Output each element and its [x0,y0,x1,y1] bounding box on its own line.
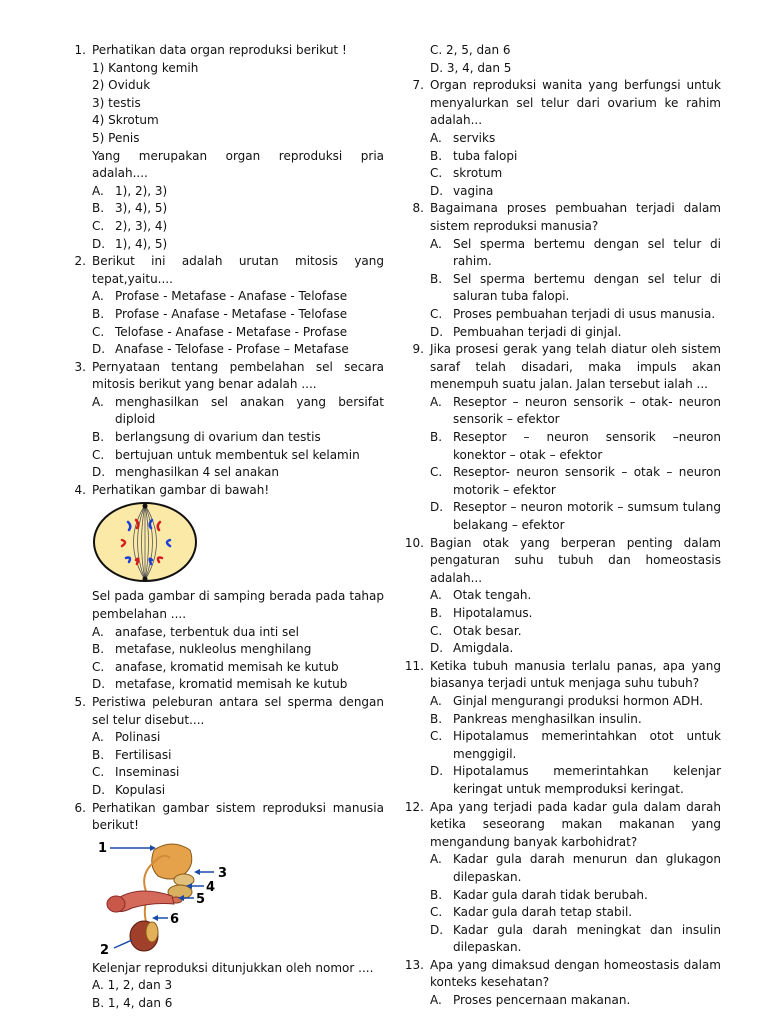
option-text: Pankreas menghasilkan insulin. [453,711,642,726]
option-letter: D. [92,782,106,797]
question-number: 2. [74,254,86,269]
option-letter: B. [92,306,105,321]
figure-label-6: 6 [170,911,180,927]
answer-option-a[interactable] [430,851,721,886]
answer-option-b[interactable] [430,887,721,905]
question-stem: Organ reproduksi wanita yang berfungsi untuk menyalurkan sel telur dari ovarium ke rahim adalah... [430,78,721,128]
question-10 [404,535,721,658]
answer-option-c[interactable] [92,764,384,782]
option-text: Proses pencernaan makanan. [453,993,631,1008]
option-text: Reseptor – neuron sensorik –neuron konektor – otak – efektor [453,430,721,462]
option-letter: A. [430,852,442,867]
option-letter: A. [92,394,104,409]
option-text: Telofase - Anafase - Metafase - Profase [115,324,348,339]
option-letter: A. [430,394,442,409]
answer-option-c[interactable] [92,659,384,677]
question-stem: Bagaimana proses pembuahan terjadi dalam sistem reproduksi manusia? [430,201,721,233]
option-letter: B. [430,148,443,163]
question-stem: Apa yang terjadi pada kadar gula dalam darah ketika seseorang makan makanan yang mengandung banyak karbohidrat? [430,799,721,849]
list-item: 2) Oviduk [92,78,151,93]
question-stem: Berikut ini adalah urutan mitosis yang tepat,yaitu.... [92,254,384,286]
question-prompt: Kelenjar reproduksi ditunjukkan oleh nomor .... [92,960,374,975]
question-number: 12. [404,799,424,814]
option-letter: B. [430,271,443,286]
option-text: Hipotalamus. [453,606,533,620]
figure-label-3: 3 [218,865,228,881]
option-letter: D. [430,183,444,198]
option-text: 1), 4), 5) [115,236,168,251]
question-8 [404,200,721,341]
option-text: Anafase - Telofase - Profase – Metafase [115,342,349,357]
answer-option-a[interactable] [92,288,384,306]
question-1 [66,42,384,253]
option-letter: A. [430,130,442,145]
answer-option-b[interactable] [92,200,384,218]
answer-option-d[interactable] [430,640,721,658]
option-letter: C. [430,905,443,920]
option-letter: C. [430,306,443,321]
question-number: 8. [412,201,424,216]
answer-option-a[interactable] [430,693,721,711]
option-letter: B. [430,606,443,620]
option-letter: D. [430,764,444,779]
option-text: Otak besar. [453,623,522,638]
answer-option-d[interactable] [430,499,721,534]
option-text: Proses pembuahan terjadi di usus manusia. [453,306,716,321]
question-number: 11. [404,658,424,673]
right-column [404,42,721,1010]
option-letter: A. [92,730,104,745]
answer-option-c[interactable]: C. 2, 5, dan 6 [430,43,511,57]
question-7 [404,77,721,200]
answer-option-c[interactable] [430,904,721,922]
answer-option-d[interactable] [430,324,721,342]
option-text: berlangsung di ovarium dan testis [115,430,321,445]
option-text: Kadar gula darah tetap stabil. [453,905,633,920]
figure-label-5: 5 [196,891,206,907]
answer-option-b[interactable] [430,711,721,729]
question-3 [66,359,384,482]
answer-option-c[interactable] [430,728,721,763]
answer-option-c[interactable] [92,447,384,465]
option-text: Ginjal mengurangi produksi hormon ADH. [453,693,704,708]
option-letter: C. [92,659,105,674]
answer-option-c[interactable] [430,165,721,183]
option-letter: D. [92,677,106,692]
option-letter: A. [430,588,442,603]
answer-option-d[interactable] [92,464,384,482]
question-11 [404,658,721,799]
option-text: bertujuan untuk membentuk sel kelamin [115,447,360,462]
answer-option-b[interactable]: B. 1, 4, dan 6 [92,995,173,1010]
question-stem: Perhatikan data organ reproduksi berikut ! [92,43,347,57]
answer-option-a[interactable] [92,729,384,747]
option-text: Reseptor – neuron sensorik – otak- neuron sensorik – efektor [453,394,721,427]
question-number: 10. [404,535,424,550]
male-reproductive-image [92,836,252,956]
answer-option-a[interactable] [92,624,384,642]
option-text: Kadar gula darah tidak berubah. [453,887,648,902]
answer-option-a[interactable] [92,394,384,429]
question-12 [404,799,721,957]
option-text: Profase - Metafase - Anafase - Telofase [115,289,348,304]
answer-option-d[interactable] [92,341,384,359]
question-number: 4. [74,482,86,497]
option-text: metafase, nukleolus menghilang [115,642,312,657]
option-text: Sel sperma bertemu dengan sel telur di rahim. [453,236,721,269]
option-text: Kadar gula darah meningkat dan insulin dilepaskan. [453,922,721,955]
question-stem: Perhatikan gambar di bawah! [92,482,270,497]
option-letter: A. [430,993,442,1008]
option-letter: C. [430,623,443,638]
option-letter: B. [92,430,105,445]
question-4 [66,482,384,694]
option-letter: C. [430,465,443,480]
option-letter: D. [430,500,444,515]
question-stem: Pernyataan tentang pembelahan sel secara mitosis berikut yang benar adalah .... [92,359,384,392]
question-9 [404,341,721,535]
answer-option-b[interactable] [92,429,384,447]
answer-option-d[interactable] [430,922,721,957]
option-letter: B. [92,747,105,762]
question-6 [66,800,384,1013]
answer-option-d[interactable]: D. 3, 4, dan 5 [430,60,512,75]
option-letter: A. [92,624,104,639]
option-text: Pembuahan terjadi di ginjal. [453,324,622,339]
left-column [66,42,384,1013]
question-stem: Apa yang dimaksud dengan homeostasis dalam konteks kesehatan? [430,957,721,990]
list-item: 1) Kantong kemih [92,60,199,75]
option-letter: A. [92,289,104,304]
option-text: anafase, terbentuk dua inti sel [115,624,300,639]
answer-option-a[interactable] [430,587,721,605]
question-stem: Perhatikan gambar sistem reproduksi manusia berikut! [92,800,384,833]
option-letter: B. [430,711,443,726]
option-letter: B. [430,430,443,445]
option-text: 3), 4), 5) [115,201,168,216]
answer-option-d[interactable] [92,676,384,694]
answer-option-a[interactable] [430,992,721,1010]
option-text: skrotum [453,166,503,181]
option-letter: C. [92,218,105,233]
option-letter: C. [92,447,105,462]
option-letter: D. [92,465,106,480]
answer-option-b[interactable] [430,148,721,166]
option-text: anafase, kromatid memisah ke kutub [115,659,339,674]
option-letter: B. [92,642,105,657]
option-text: 2), 3), 4) [115,218,168,233]
option-text: tuba falopi [453,148,518,163]
answer-option-a[interactable] [92,183,384,201]
question-prompt: Yang merupakan organ reproduksi pria adalah.... [92,148,384,181]
question-number: 1. [74,43,86,57]
option-text: Hipotalamus memerintahkan otot untuk menggigil. [453,729,721,761]
question-number: 3. [74,359,86,374]
figure-label-2: 2 [100,942,110,956]
answer-option-a[interactable]: A. 1, 2, dan 3 [92,978,173,993]
metaphase-cell-image [92,500,200,584]
figure-label-1: 1 [98,840,108,856]
option-letter: D. [430,922,444,937]
option-text: serviks [453,130,496,145]
option-text: 1), 2), 3) [115,183,168,198]
answer-option-d[interactable] [92,782,384,800]
question-stem: Ketika tubuh manusia terlalu panas, apa yang biasanya terjadi untuk menjaga suhu tubuh? [430,658,721,691]
question-stem: Bagian otak yang berperan penting dalam pengaturan suhu tubuh dan homeostasis adalah... [430,535,721,585]
answer-option-b[interactable] [92,306,384,324]
option-letter: A. [92,183,104,198]
option-letter: A. [430,693,442,708]
option-letter: D. [92,236,106,251]
answer-option-c[interactable] [92,324,384,342]
figure-label-4: 4 [206,879,216,895]
option-text: metafase, kromatid memisah ke kutub [115,677,348,692]
mitosis-cell-figure [92,500,384,584]
option-text: Reseptor – neuron motorik – sumsum tulang belakang – efektor [453,500,721,533]
answer-option-d[interactable] [92,236,384,254]
answer-option-c[interactable] [92,218,384,236]
option-text: Polinasi [115,730,161,745]
option-letter: C. [430,166,443,181]
option-text: Kopulasi [115,782,166,797]
answer-option-c[interactable] [430,623,721,641]
option-text: Amigdala. [453,641,514,656]
question-stem: Peristiwa peleburan antara sel sperma dengan sel telur disebut.... [92,695,384,727]
answer-option-d[interactable] [430,183,721,201]
option-letter: B. [92,201,105,216]
answer-option-b[interactable] [92,747,384,765]
option-text: Hipotalamus memerintahkan kelenjar keringat untuk memproduksi keringat. [453,764,721,796]
option-text: Sel sperma bertemu dengan sel telur di saluran tuba falopi. [453,271,721,304]
list-item: 4) Skrotum [92,113,159,128]
answer-option-b[interactable] [430,271,721,306]
option-text: menghasilkan 4 sel anakan [115,465,279,480]
answer-option-a[interactable] [430,130,721,148]
question-number: 7. [412,78,424,93]
question-2 [66,253,384,359]
option-text: Profase - Anafase - Metafase - Telofase [115,306,348,321]
question-number: 9. [412,342,424,357]
option-text: Fertilisasi [115,747,172,762]
question-prompt: Sel pada gambar di samping berada pada tahap pembelahan .... [92,589,384,622]
answer-option-b[interactable] [92,641,384,659]
question-number: 5. [74,695,86,709]
option-text: Kadar gula darah menurun dan glukagon dilepaskan. [453,852,721,884]
answer-option-a[interactable] [430,236,721,271]
option-letter: A. [430,236,442,251]
option-text: Reseptor- neuron sensorik – otak – neuron motorik – efektor [453,465,721,497]
answer-option-b[interactable] [430,429,721,464]
question-6-continued [404,42,721,77]
answer-option-b[interactable] [430,605,721,623]
option-text: menghasilkan sel anakan yang bersifat diploid [115,394,384,427]
answer-option-c[interactable] [430,464,721,499]
option-letter: C. [92,765,105,780]
answer-option-d[interactable] [430,763,721,798]
question-5 [66,694,384,800]
option-text: Otak tengah. [453,588,532,603]
option-letter: D. [430,641,444,656]
option-text: Inseminasi [115,765,180,780]
option-letter: D. [92,342,106,357]
list-item: 3) testis [92,95,141,110]
option-letter: C. [92,324,105,339]
option-letter: D. [430,324,444,339]
option-letter: C. [430,729,443,744]
option-letter: B. [430,887,443,902]
answer-option-a[interactable] [430,394,721,429]
list-item: 5) Penis [92,130,140,145]
option-text: vagina [453,183,494,198]
question-13 [404,957,721,1010]
question-number: 13. [404,957,424,972]
question-stem: Jika prosesi gerak yang telah diatur oleh sistem saraf telah disadari, maka impuls akan menempuh suatu jalan. Jalan tersebut ialah ... [430,342,721,392]
answer-option-c[interactable] [430,306,721,324]
reproductive-system-figure [92,836,384,956]
question-number: 6. [74,800,86,815]
